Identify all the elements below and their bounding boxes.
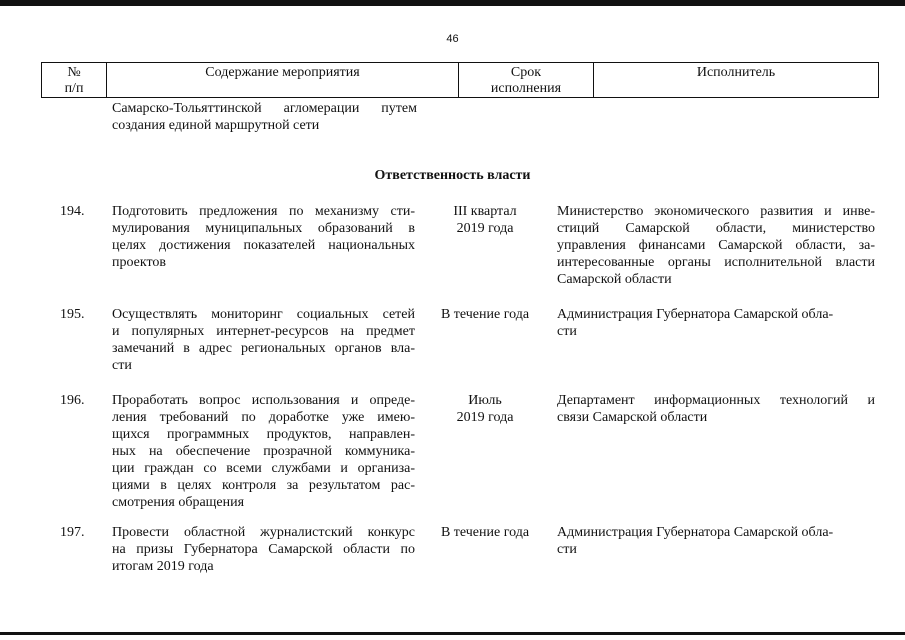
header-text: Содержание мероприятия [205, 65, 360, 80]
text-line: сти [112, 358, 132, 373]
text-line: Подготовить предложения по механизму сти- [112, 204, 415, 219]
row-content [112, 203, 415, 271]
header-text: № [67, 65, 81, 80]
bottom-border-rule [0, 632, 905, 635]
text-line: Осуществлять мониторинг социальных сетей [112, 307, 415, 322]
text-line: 2019 года [456, 221, 514, 236]
text-line: 2019 года [456, 410, 514, 425]
row-executor [557, 306, 875, 340]
row-deadline [420, 306, 550, 323]
text-line: замечаний в адрес региональных органов вла- [112, 341, 415, 356]
top-border-rule [0, 0, 905, 6]
header-col-deadline [459, 63, 594, 97]
row-content [112, 524, 415, 575]
row-number: 196. [60, 393, 85, 408]
text-line: сти [557, 542, 577, 557]
text-line: Проработать вопрос использования и опреде- [112, 393, 415, 408]
text-line: на призы Губернатора Самарской области по [112, 542, 415, 557]
text-line: сти [557, 324, 577, 339]
text-line: смотрения обращения [112, 495, 245, 510]
table-header [41, 62, 879, 98]
text-line: связи Самарской области [557, 410, 708, 425]
row-number: 194. [60, 204, 85, 219]
header-col-number [42, 63, 107, 97]
text-line: интересованные органы исполнительной власти [557, 255, 875, 270]
text-line: ции граждан со всеми службами и организа- [112, 461, 415, 476]
text-line: В течение года [440, 525, 530, 540]
row-content [112, 392, 415, 511]
header-col-content [107, 63, 459, 97]
row-number: 195. [60, 307, 85, 322]
header-text: п/п [64, 81, 84, 96]
text-line: управления финансами Самарской области, за- [557, 238, 875, 253]
text-line: Самарско-Тольяттинской агломерации путем [112, 101, 417, 116]
text-line: Провести областной журналистский конкурс [112, 525, 415, 540]
page-number: 46 [446, 33, 459, 45]
row-executor [557, 203, 875, 288]
row-executor [557, 524, 875, 558]
text-line: и популярных интернет-ресурсов на предмет [112, 324, 415, 339]
text-line: Самарской области [557, 272, 672, 287]
text-line: В течение года [440, 307, 530, 322]
text-line: Июль [468, 393, 502, 408]
row-content [112, 306, 415, 374]
text-line: создания единой маршрутной сети [112, 118, 320, 133]
text-line: мулирования муниципальных образований в [112, 221, 415, 236]
text-line: Администрация Губернатора Самарской обла- [557, 307, 834, 322]
text-line: щихся программных продуктов, направлен- [112, 427, 415, 442]
header-text: Срок [510, 65, 542, 80]
row-deadline [420, 203, 550, 237]
header-text: Исполнитель [696, 65, 776, 80]
text-line: стиций Самарской области, министерство [557, 221, 875, 236]
text-line: циями в целях контроля за результатом рас- [112, 478, 415, 493]
header-col-executor [594, 63, 878, 97]
row-deadline [420, 524, 550, 541]
row-executor [557, 392, 875, 426]
header-text: исполнения [490, 81, 562, 96]
row-deadline [420, 392, 550, 426]
text-line: ных на обеспечение прозрачной коммуника- [112, 444, 415, 459]
row-number: 197. [60, 525, 85, 540]
continuation-text [112, 100, 417, 134]
text-line: ления требований по доработке уже имею- [112, 410, 415, 425]
text-line: проектов [112, 255, 167, 270]
section-title: Ответственность власти [374, 168, 531, 183]
text-line: Администрация Губернатора Самарской обла- [557, 525, 834, 540]
text-line: III квартал [453, 204, 517, 219]
text-line: целях достижения показателей национальных [112, 238, 415, 253]
text-line: Министерство экономического развития и инве- [557, 204, 875, 219]
text-line: итогам 2019 года [112, 559, 214, 574]
text-line: Департамент информационных технологий и [557, 393, 875, 408]
